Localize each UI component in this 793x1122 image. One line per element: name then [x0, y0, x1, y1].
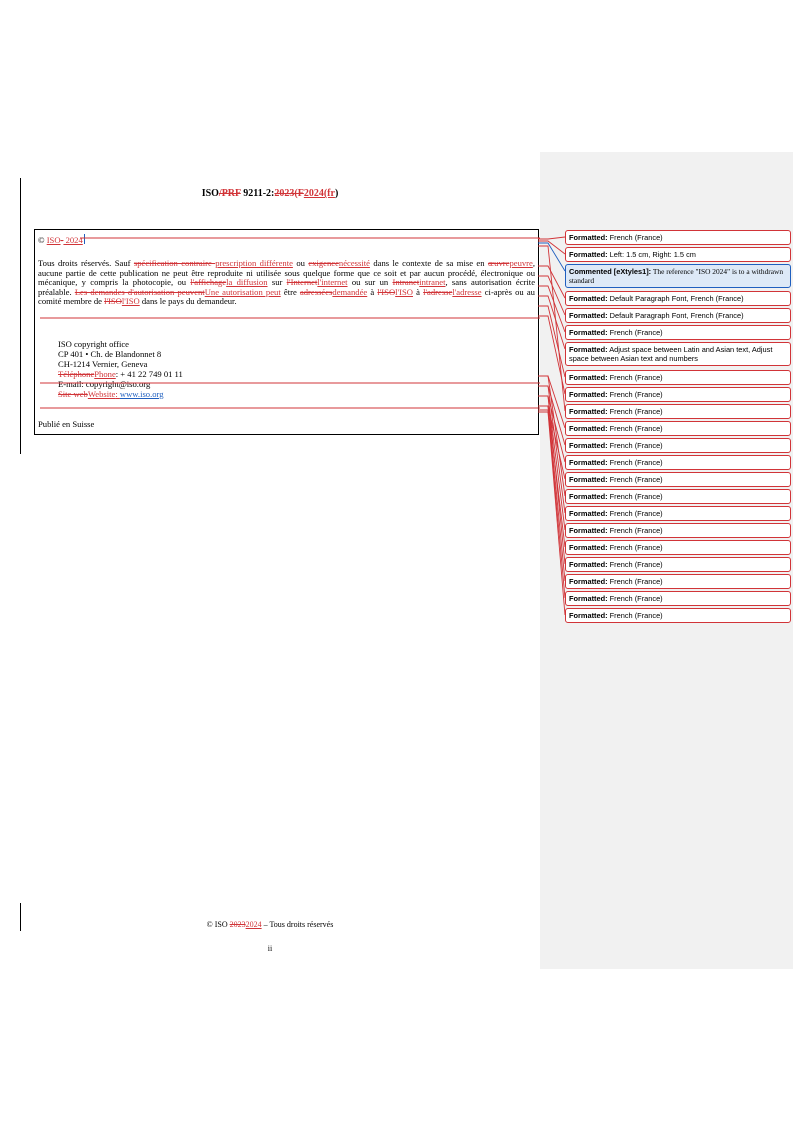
published-in: Publié en Suisse — [38, 419, 95, 429]
balloon-text: The reference "ISO 2024" is to a withdrawn standard — [569, 267, 784, 285]
revision-connector-line — [538, 237, 565, 239]
revision-connector-line — [538, 306, 565, 377]
balloon-text: French (France) — [607, 560, 663, 569]
formatting-balloon[interactable] — [565, 370, 791, 385]
document-title: ISO/PRF 9211-2:2023(F2024(fr) — [201, 188, 339, 199]
website-link[interactable]: www.iso.org — [119, 389, 164, 399]
comment-balloon[interactable] — [565, 264, 791, 288]
formatting-balloon[interactable] — [565, 472, 791, 487]
balloon-label: Formatted: — [569, 424, 608, 433]
page-footer: © ISO 20232024 – Tous droits réservés — [206, 920, 334, 929]
address-line: CP 401 • Ch. de Blandonnet 8 — [58, 349, 162, 359]
balloon-text: Default Paragraph Font, French (France) — [607, 311, 744, 320]
balloon-label: Formatted: — [569, 543, 608, 552]
formatting-balloon[interactable] — [565, 574, 791, 589]
page-number: ii — [267, 944, 273, 953]
formatting-balloon[interactable] — [565, 230, 791, 245]
formatting-balloon[interactable] — [565, 404, 791, 419]
balloon-label: Formatted: — [569, 492, 608, 501]
phone-line: TéléphonePhone: + 41 22 749 01 11 — [58, 369, 183, 379]
formatting-balloon[interactable] — [565, 438, 791, 453]
formatting-balloon[interactable] — [565, 489, 791, 504]
balloon-text: French (France) — [607, 611, 663, 620]
balloon-label: Formatted: — [569, 311, 608, 320]
formatting-balloon[interactable] — [565, 291, 791, 306]
balloon-label: Formatted: — [569, 233, 608, 242]
balloon-label: Commented [eXtyles1]: — [569, 267, 652, 276]
address-line: ISO copyright office — [58, 339, 129, 349]
formatting-balloon[interactable] — [565, 557, 791, 572]
balloon-text: French (France) — [607, 526, 663, 535]
balloon-label: Formatted: — [569, 475, 608, 484]
balloon-text: French (France) — [607, 543, 663, 552]
balloon-label: Formatted: — [569, 509, 608, 518]
balloon-text: French (France) — [607, 233, 663, 242]
balloon-label: Formatted: — [569, 390, 608, 399]
balloon-text: French (France) — [607, 424, 663, 433]
website-line: Site webWebsite: www.iso.org — [58, 389, 164, 399]
balloon-label: Formatted: — [569, 328, 608, 337]
balloon-text: Adjust space between Latin and Asian text, Adjust space between Asian text and numbers — [569, 345, 773, 363]
balloon-text: French (France) — [607, 373, 663, 382]
balloon-label: Formatted: — [569, 294, 608, 303]
copyright-line[interactable]: © ISO- 2024 — [38, 235, 83, 245]
balloon-label: Formatted: — [569, 250, 608, 259]
balloon-label: Formatted: — [569, 526, 608, 535]
formatting-balloon[interactable] — [565, 608, 791, 623]
balloon-label: Formatted: — [569, 611, 608, 620]
balloon-text: French (France) — [607, 458, 663, 467]
balloon-text: French (France) — [607, 390, 663, 399]
formatting-balloon[interactable] — [565, 523, 791, 538]
balloon-label: Formatted: — [569, 577, 608, 586]
formatting-balloon[interactable] — [565, 387, 791, 402]
balloon-text: French (France) — [607, 441, 663, 450]
formatting-balloon[interactable] — [565, 308, 791, 323]
formatting-balloon[interactable] — [565, 591, 791, 606]
comment-connector-line — [538, 243, 565, 271]
formatting-balloon[interactable] — [565, 342, 791, 366]
balloon-label: Formatted: — [569, 560, 608, 569]
formatting-balloon[interactable] — [565, 540, 791, 555]
balloon-label: Formatted: — [569, 407, 608, 416]
balloon-label: Formatted: — [569, 441, 608, 450]
email-line: E-mail: copyright@iso.org — [58, 379, 151, 389]
formatting-balloon[interactable] — [565, 247, 791, 262]
balloon-text: French (France) — [607, 509, 663, 518]
revision-connector-line — [538, 316, 565, 394]
balloon-text: French (France) — [607, 328, 663, 337]
balloon-label: Formatted: — [569, 345, 608, 354]
balloon-text: French (France) — [607, 594, 663, 603]
formatting-balloon[interactable] — [565, 455, 791, 470]
balloon-label: Formatted: — [569, 373, 608, 382]
balloon-text: French (France) — [607, 492, 663, 501]
formatting-balloon[interactable] — [565, 325, 791, 340]
balloon-text: Left: 1.5 cm, Right: 1.5 cm — [607, 250, 696, 259]
rights-paragraph[interactable]: Tous droits réservés. Sauf spécification contraire prescription différente ou exigencenécessité dans le contexte de sa mise en œuvrepeuvre, aucune partie de cette publication ne peut être reproduite ni utilisée sous quelque forme que ce soit et par aucun procédé, électronique ou mécanique, y compris la photocopie, ou l'affichagela diffusion sur l'Internetl'internet ou sur un Intranetintranet, sans autorisation écrite préalable. Les demandes d'autorisation peuventUne autorisation peut être adresséesdemandée à l'ISOl'ISO à l'adressel'adresse ci-après ou au comité membre de l'ISOl'ISO dans le pays du demandeur. — [38, 258, 536, 307]
balloon-label: Formatted: — [569, 594, 608, 603]
balloon-text: Default Paragraph Font, French (France) — [607, 294, 744, 303]
formatting-balloon[interactable] — [565, 421, 791, 436]
balloon-text: French (France) — [607, 475, 663, 484]
balloon-label: Formatted: — [569, 458, 608, 467]
formatting-balloon[interactable] — [565, 506, 791, 521]
revision-connector-line — [538, 286, 565, 332]
balloon-text: French (France) — [607, 577, 663, 586]
address-line: CH-1214 Vernier, Geneva — [58, 359, 148, 369]
balloon-text: French (France) — [607, 407, 663, 416]
